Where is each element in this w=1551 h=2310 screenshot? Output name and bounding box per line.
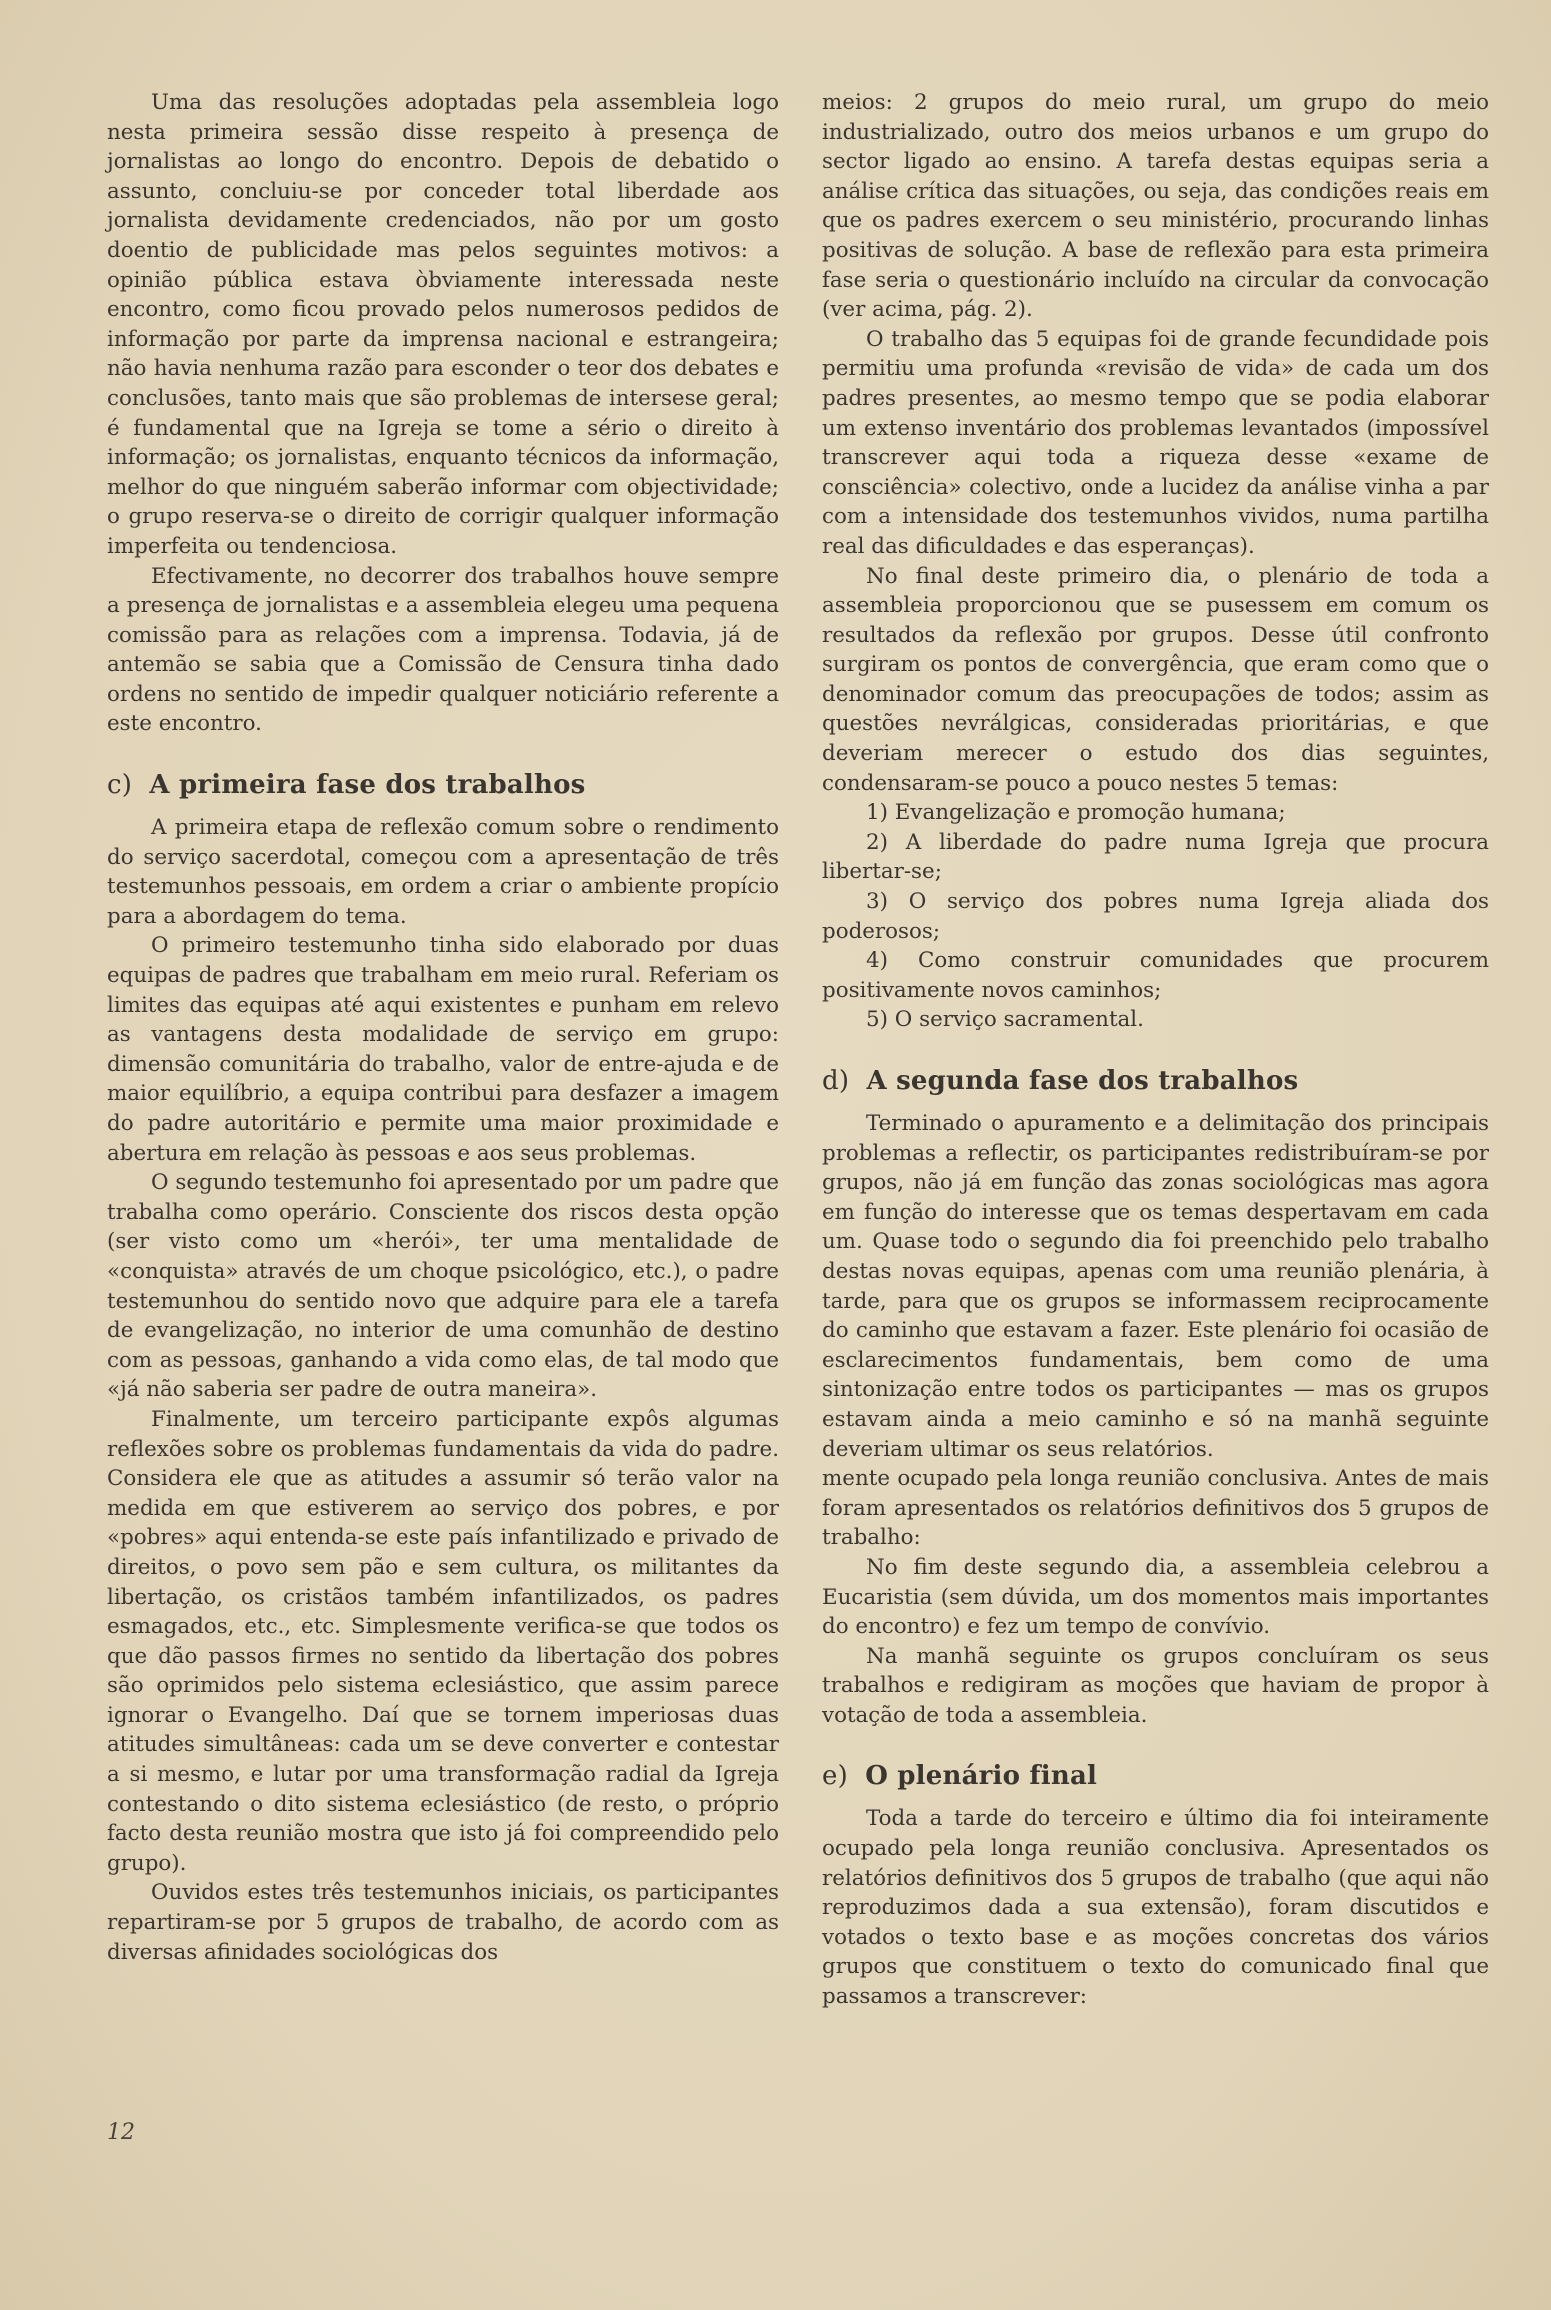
body-paragraph: Ouvidos estes três testemunhos iniciais, os participantes repartiram-se por 5 grupos de trabalho, de acordo com as diversas afinidades sociológicas dos [107,1880,779,1965]
body-paragraph: No fim deste segundo dia, a assembleia celebrou a Eucaristia (sem dúvida, um dos momentos mais importantes do encontro) e fez um tempo de convívio. [822,1554,1489,1640]
themes-list [822,798,1489,1035]
body-paragraph: O segundo testemunho foi apresentado por um padre que trabalha como operário. Consciente dos riscos desta opção (ser visto como um «herói», ter uma mentalidade de «conquista» através de um choque psicológico, etc.), o padre testemunhou do sentido novo que adquire para ele a tarefa de evangelização, no interior de uma comunhão de destino com as pessoas, ganhando a vida como elas, de tal modo que «já não saberia ser padre de outra maneira». [107,1170,779,1403]
list-item: 4) Como construir comunidades que procurem positivamente novos caminhos; [822,948,1489,1003]
body-paragraph: Toda a tarde do terceiro e último dia foi inteiramente ocupado pela longa reunião conclusiva. Apresentados os relatórios definitivos dos 5 grupos de trabalho (que aqui não reproduzimos dada a sua extensão), foram discutidos e votados o texto base e as moções concretas dos vários grupos que constituem o texto do comunicado final que passamos a transcrever: [822,1806,1489,2010]
list-item: 1) Evangelização e promoção humana; [866,800,1286,826]
section-label: c) [107,770,133,801]
right-column [822,88,1489,2012]
body-paragraph: O primeiro testemunho tinha sido elaborado por duas equipas de padres que trabalham em meio rural. Referiam os limites das equipas até aqui existentes e punham em relevo as vantagens desta modalidade de serviço em grupo: dimensão comunitária do trabalho, valor de entre-ajuda e de maior equilíbrio, a equipa contribui para desfazer a imagem do padre autoritário e permite uma maior proximidade e abertura em relação às pessoas e aos seus problemas. [107,933,779,1166]
section-heading-c [107,769,779,801]
left-column [107,88,779,1967]
section-heading-d [822,1065,1489,1097]
list-item: 5) O serviço sacramental. [866,1007,1144,1033]
list-item: 2) A liberdade do padre numa Igreja que procura libertar-se; [822,829,1489,885]
body-paragraph: Terminado o apuramento e a delimitação dos principais problemas a reflectir, os participantes redistribuíram-se por grupos, não já em função das zonas sociológicas mas agora em função do interesse que os temas despertavam em cada um. Quase todo o segundo dia foi preenchido pelo trabalho destas novas equipas, apenas com uma reunião plenária, à tarde, para que os grupos se informassem reciprocamente do caminho que estavam a fazer. Este plenário foi ocasião de esclarecimentos fundamentais, bem como de uma sintonização entre todos os participantes — mas os grupos estavam ainda a meio caminho e só na manhã seguinte deveriam ultimar os seus relatórios. [822,1111,1489,1462]
section-label: d) [822,1066,850,1096]
intro-paragraph: Uma das resoluções adoptadas pela assembleia logo nesta primeira sessão disse respeito à presença de jornalistas ao longo do encontro. Depois de debatido o assunto, concluiu-se por conceder total liberdade aos jornalista devidamente credenciados, não por um gosto doentio de publicidade mas pelos seguintes motivos: a opinião pública estava òbviamente interessada neste encontro, como ficou provado pelos numerosos pedidos de informação por parte da imprensa nacional e estrangeira; não havia nenhuma razão para esconder o teor dos debates e conclusões, tanto mais que são problemas de intersese geral; é fundamental que na Igreja se tome a sério o direito à informação; os jornalistas, enquanto técnicos da informação, melhor do que ninguém saberão informar com objectividade; o grupo reserva-se o direito de corrigir qualquer informação imperfeita ou tendenciosa. [107,90,779,559]
list-item: 3) O serviço dos pobres numa Igreja aliada dos poderosos; [822,889,1489,944]
body-paragraph: Na manhã seguinte os grupos concluíram os seus trabalhos e redigiram as moções que haviam de propor à votação de toda a assembleia. [822,1643,1489,1728]
body-paragraph: mente ocupado pela longa reunião conclusiva. Antes de mais foram apresentados os relatórios definitivos dos 5 grupos de trabalho: [822,1466,1489,1551]
body-paragraph: A primeira etapa de reflexão comum sobre o rendimento do serviço sacerdotal, começou com a apresentação de três testemunhos pessoais, em ordem a criar o ambiente propício para a abordagem do tema. [107,815,779,929]
intro-paragraph: Efectivamente, no decorrer dos trabalhos houve sempre a presença de jornalistas e a assembleia elegeu uma pequena comissão para as relações com a imprensa. Todavia, já de antemão se sabia que a Comissão de Censura tinha dado ordens no sentido de impedir qualquer noticiário referente a este encontro. [107,563,779,737]
section-heading-e [822,1760,1489,1792]
section-label: e) [822,1761,848,1792]
section-title: A segunda fase dos trabalhos [866,1066,1299,1096]
continuation-paragraph: meios: 2 grupos do meio rural, um grupo do meio industrializado, outro dos meios urbanos e um grupo do sector ligado ao ensino. A tarefa destas equipas seria a análise crítica das situações, ou seja, das condições reais em que os padres exercem o seu ministério, procurando linhas positivas de solução. A base de reflexão para esta primeira fase seria o questionário incluído na circular da convocação (ver acima, pág. 2). [822,90,1489,323]
page-number: 12 [107,2120,135,2145]
body-paragraph: No final deste primeiro dia, o plenário de toda a assembleia proporcionou que se pusessem em comum os resultados da reflexão por grupos. Desse útil confronto surgiram os pontos de convergência, que eram como que o denominador comum das preocupações de todos; assim as questões nevrálgicas, consideradas prioritárias, e que deveriam merecer o estudo dos dias seguintes, condensaram-se pouco a pouco nestes 5 temas: [822,563,1489,796]
body-paragraph: O trabalho das 5 equipas foi de grande fecundidade pois permitiu uma profunda «revisão de vida» de cada um dos padres presentes, ao mesmo tempo que se podia elaborar um extenso inventário dos problemas levantados (impossível transcrever aqui toda a riqueza desse «exame de consciência» colectivo, onde a lucidez da análise vinha a par com a intensidade dos testemunhos vividos, numa partilha real das dificuldades e das esperanças). [822,326,1489,559]
section-title: A primeira fase dos trabalhos [149,770,586,801]
section-title: O plenário final [865,1761,1098,1792]
body-paragraph: Finalmente, um terceiro participante expôs algumas reflexões sobre os problemas fundamentais da vida do padre. Considera ele que as atitudes a assumir só terão valor na medida em que estiverem ao serviço dos pobres, e por «pobres» aqui entenda-se este país infantilizado e privado de direitos, o povo sem pão e sem cultura, os militantes da libertação, os cristãos também infantilizados, os padres esmagados, etc., etc. Simplesmente verifica-se que todos os que dão passos firmes no sentido da libertação dos pobres são oprimidos pelo sistema eclesiástico, que assim parece ignorar o Evangelho. Daí que se tornem imperiosas duas atitudes simultâneas: cada um se deve converter e contestar a si mesmo, e lutar por uma transformação radial da Igreja contestando o dito sistema eclesiástico (de resto, o próprio facto desta reunião mostra que isto já foi compreendido pelo grupo). [107,1406,779,1876]
